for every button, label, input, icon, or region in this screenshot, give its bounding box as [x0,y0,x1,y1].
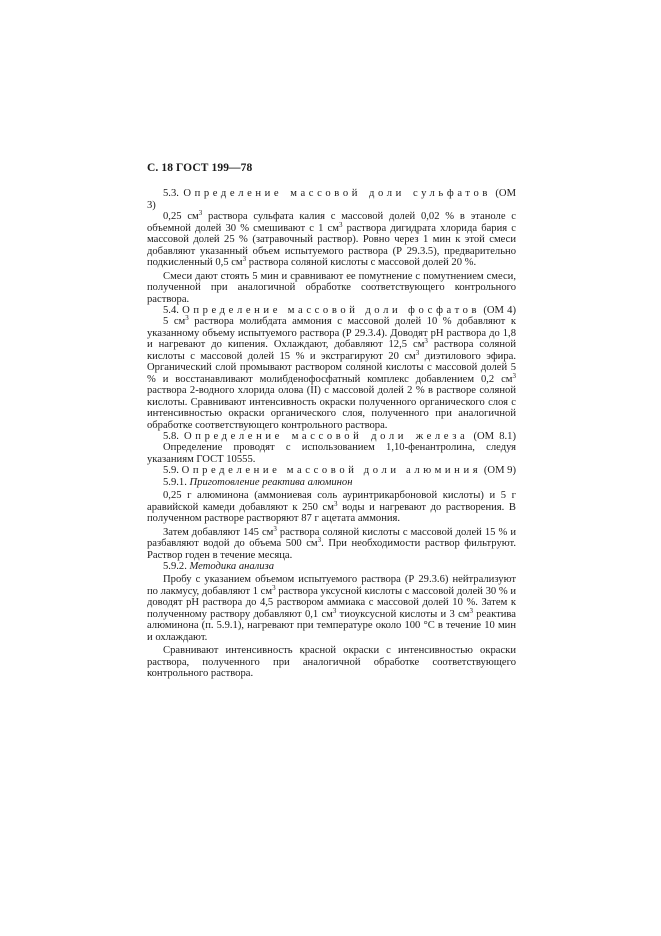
section-number: 5.9. [163,465,179,477]
paragraph: Сравнивают интенсивность красной окраски с интенсивностью окраски раствора, полученного при аналогичной обработке соответствующего контрольного раствора. [147,645,516,680]
subsection-title: Приготовление реактива алюминон [189,476,353,488]
section-title: Определение массовой доли железа [184,430,469,442]
subsection-heading-5-9-1 [147,477,516,488]
section-code: (ОМ 4) [483,304,516,316]
subsection-title: Методика анализа [189,560,275,572]
section-number: 5.8. [163,430,179,442]
section-title: Определение массовой доли сульфатов [183,188,491,200]
section-code: (ОМ 8.1) [473,430,516,442]
subsection-number: 5.9.2. [163,560,187,572]
paragraph: Пробу с указанием объемом испытуемого раствора (Р 29.3.6) нейтрализуют по лакмусу, добавляют 1 $см^3$ раствора уксусной кислоты с массовой долей 30 % и доводят pH раствора до 4,5 раствором аммиака с массовой долей 10 %. Затем к полученному раствору добавляют 0,1 $см^3$ тиоуксусной кислоты и 3 $см^3$ реактива алюминона (п. 5.9.1), нагревают при температуре около 100 °С в течение 10 мин и охлаждают. [147,574,516,643]
section-code: (ОМ 3) [147,188,516,211]
paragraph: 5 $см^3$ раствора молибдата аммония с массовой долей 10 % добавляют к указанному объему испытуемого раствора (Р 29.3.4). Доводят pH раствора до 1,8 и нагревают до кипения. Охлаждают, добавляют 12,5 $см^3$ раствора соляной кислоты с массовой долей 15 % и экстрагируют 20 $см^3$ диэтилового эфира. Органический слой промывают раствором соляной кислоты с массовой долей 5 % и восстанавливают молибденофосфатный комплекс добавлением 0,2 $см^3$ раствора 2-водного хлорида олова (II) с массовой долей 2 % в растворе соляной кислоты. Сравнивают интенсивность окраски полученного органического слоя с интенсивностью окраски органического слоя, полученного при аналогичной обработке соответствующего контрольного раствора. [147,314,516,431]
paragraph: 0,25 $см^3$ раствора сульфата калия с массовой долей 0,02 % в этаноле с объемной долей 30 % смешивают с 1 $см^3$ раствора дигидрата хлорида бария с массовой долей 25 % (затравочный раствор). Ровно через 1 мин к этой смеси добавляют указанный объем испытуемого раствора (Р 29.3.5), предварительно подкисленный 0,5 $см^3$ раствора соляной кислоты с массовой долей 20 %. [147,209,517,269]
section-number: 5.3. [163,188,179,200]
document-page [147,163,516,679]
subsection-heading-5-9-2 [147,561,516,572]
running-head: С. 18 ГОСТ 199—78 [147,162,253,174]
section-title: Определение массовой доли фосфатов [182,304,481,316]
subsection-number: 5.9.1. [163,476,187,488]
section-heading-5-9 [147,465,516,476]
section-title: Определение массовой доли алюминия [181,465,482,477]
paragraph: Определение проводят с использованием 1,10-фенантролина, следуя указаниям ГОСТ 10555. [147,442,516,465]
section-heading-5-8 [147,431,516,442]
section-heading-5-4 [147,305,516,316]
paragraph: 0,25 г алюминона (аммониевая соль ауринтрикарбоновой кислоты) и 5 г аравийской камеди добавляют к 250 $см^3$ воды и нагревают до растворения. В полученном растворе растворяют 87 г ацетата аммония. [147,490,516,525]
paragraph: Смеси дают стоять 5 мин и сравнивают ее помутнение с помутнением смеси, полученной при аналогичной обработке соответствующего контрольного раствора. [147,270,516,305]
section-code: (ОМ 9) [483,465,516,477]
section-number: 5.4. [163,304,179,316]
paragraph: Затем добавляют 145 $см^3$ раствора соляной кислоты с массовой долей 15 % и разбавляют водой до объема 500 $см^3$. При необходимости раствор фильтруют. Раствор годен в течение месяца. [147,524,517,561]
section-heading-5-3 [147,188,516,211]
